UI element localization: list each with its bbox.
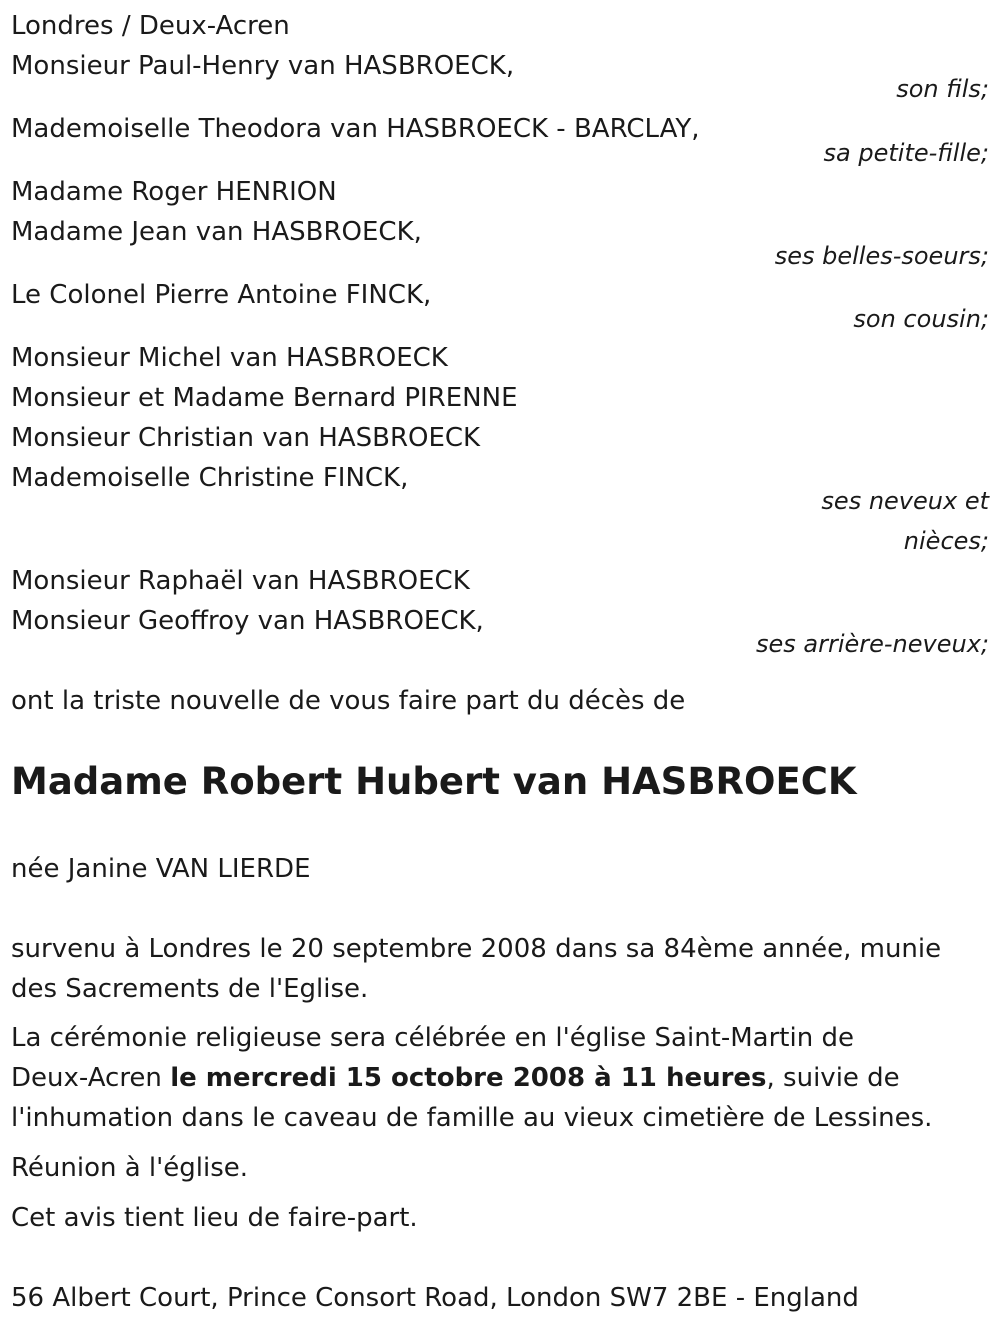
family-name-line: Monsieur Michel van HASBROECK — [11, 343, 448, 373]
announcement-text: ont la triste nouvelle de vous faire part du décès de — [11, 686, 686, 716]
deceased-name: Madame Robert Hubert van HASBROECK — [11, 760, 857, 803]
family-relation: ses neveux et — [821, 487, 989, 515]
maiden-name: née Janine VAN LIERDE — [11, 854, 311, 884]
reunion-text: Réunion à l'église. — [11, 1153, 249, 1183]
family-relation: son cousin; — [853, 305, 989, 333]
location-line: Londres / Deux-Acren — [11, 11, 290, 41]
death-text-line: survenu à Londres le 20 septembre 2008 dans sa 84ème année, munie — [11, 934, 942, 964]
family-relation: nièces; — [903, 527, 989, 555]
family-name-line: Le Colonel Pierre Antoine FINCK, — [11, 280, 432, 310]
family-name-line: Mademoiselle Christine FINCK, — [11, 463, 409, 493]
family-name-line: Monsieur Geoffroy van HASBROECK, — [11, 606, 484, 636]
ceremony-text-line — [11, 1061, 900, 1095]
ceremony-place: Deux-Acren — [11, 1063, 171, 1093]
family-name-line: Monsieur Paul-Henry van HASBROECK, — [11, 51, 515, 81]
family-name-line: Mademoiselle Theodora van HASBROECK - BARCLAY, — [11, 114, 700, 144]
family-name-line: Monsieur Raphaël van HASBROECK — [11, 566, 470, 596]
family-relation: ses belles-soeurs; — [774, 242, 989, 270]
ceremony-text-line: La cérémonie religieuse sera célébrée en l'église Saint-Martin de — [11, 1023, 854, 1053]
family-name-line: Monsieur Christian van HASBROECK — [11, 423, 481, 453]
notice-text: Cet avis tient lieu de faire-part. — [11, 1203, 418, 1233]
family-relation: ses arrière-neveux; — [755, 630, 989, 658]
ceremony-text-line: l'inhumation dans le caveau de famille au vieux cimetière de Lessines. — [11, 1103, 933, 1133]
family-relation: son fils; — [896, 75, 989, 103]
family-name-line: Madame Roger HENRION — [11, 177, 337, 207]
ceremony-continuation: , suivie de — [766, 1063, 900, 1093]
family-name-line: Madame Jean van HASBROECK, — [11, 217, 422, 247]
death-text-line: des Sacrements de l'Eglise. — [11, 974, 369, 1004]
ceremony-date: le mercredi 15 octobre 2008 à 11 heures — [170, 1063, 767, 1093]
address-text: 56 Albert Court, Prince Consort Road, London SW7 2BE - England — [11, 1283, 859, 1313]
family-relation: sa petite-fille; — [823, 139, 989, 167]
family-name-line: Monsieur et Madame Bernard PIRENNE — [11, 383, 518, 413]
